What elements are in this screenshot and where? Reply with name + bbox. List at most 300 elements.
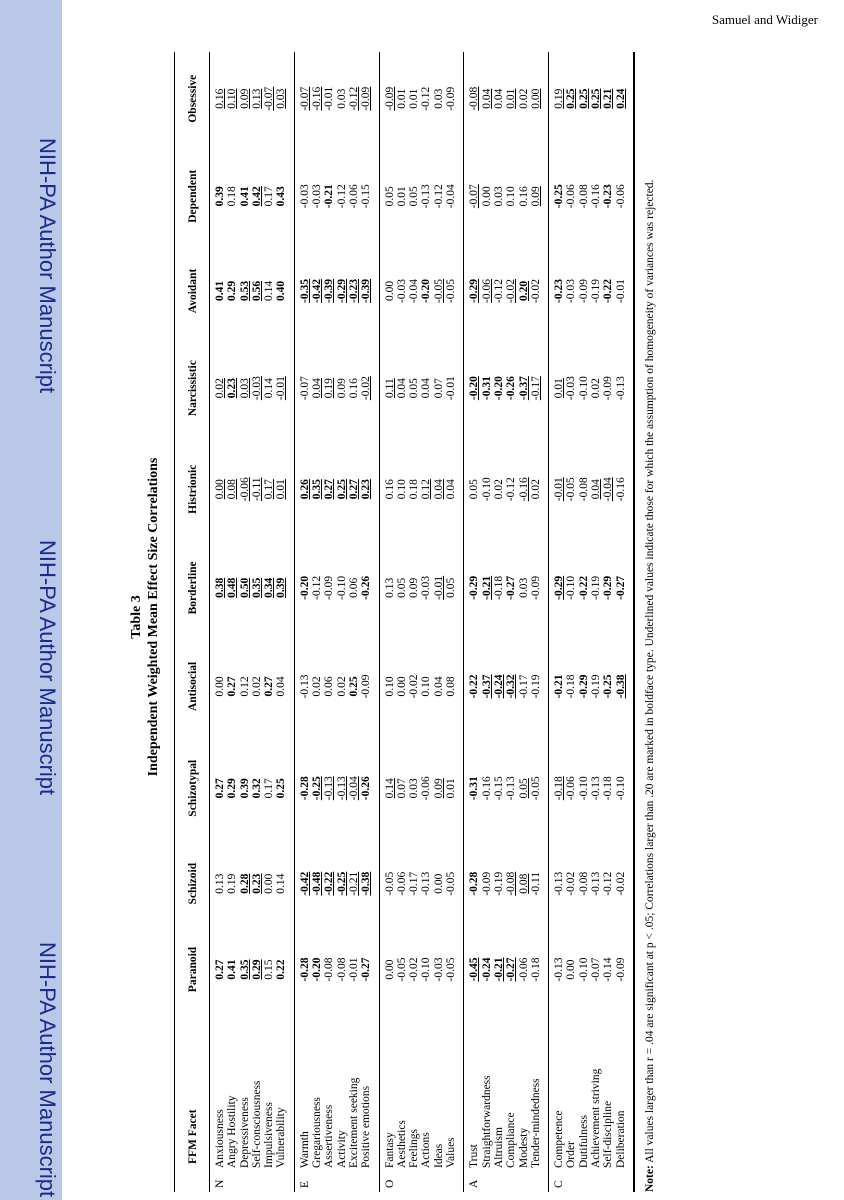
correlation-value: -0.17 [529, 376, 542, 401]
correlation-value: 0.26 [298, 479, 311, 500]
correlation-value: 0.00 [383, 959, 396, 980]
correlation-value: 0.07 [395, 778, 408, 799]
correlation-value: -0.15 [492, 776, 505, 801]
correlation-value: -0.22 [468, 674, 481, 699]
correlation-value: 0.03 [492, 186, 505, 207]
correlation-value: 0.19 [226, 873, 239, 894]
correlation-value: -0.04 [347, 776, 360, 801]
facet-name: Angry Hostility [226, 1095, 239, 1168]
correlation-value: -0.12 [505, 477, 518, 502]
correlation-value: 0.19 [553, 88, 566, 109]
correlation-value: -0.13 [614, 376, 627, 401]
values-obsessive [464, 52, 549, 145]
correlation-value: 0.00 [263, 873, 276, 894]
correlation-value: -0.38 [360, 871, 373, 896]
correlation-value: 0.21 [602, 88, 615, 109]
facet-name: Depressiveness [238, 1097, 251, 1168]
correlation-value: -0.01 [323, 86, 336, 111]
correlation-value: -0.06 [395, 871, 408, 896]
values-obsessive [379, 52, 464, 145]
values-paranoid [549, 925, 634, 1014]
correlation-value: 0.27 [214, 778, 226, 799]
facet-name: Anxiousness [214, 1109, 226, 1168]
correlation-value: 0.04 [432, 676, 445, 697]
correlation-value: -0.06 [238, 477, 251, 502]
correlation-value: 0.39 [275, 577, 288, 598]
values-paranoid [379, 925, 464, 1014]
facet-name: Impulsiveness [263, 1102, 276, 1168]
correlation-value: -0.09 [360, 86, 373, 111]
correlation-value: 0.25 [335, 479, 348, 500]
correlation-value: -0.03 [432, 957, 445, 982]
correlation-value: -0.09 [577, 278, 590, 303]
values-borderline [464, 537, 549, 639]
domain-label: C [549, 1172, 634, 1192]
facet-name: Competence [553, 1110, 566, 1168]
correlation-value: 0.14 [263, 378, 276, 399]
values-antisocial [294, 639, 379, 734]
correlation-value: 0.23 [250, 873, 263, 894]
correlation-value: -0.12 [347, 86, 360, 111]
values-borderline [379, 537, 464, 639]
correlation-value: -0.09 [480, 871, 493, 896]
facet-name: Altruism [492, 1127, 505, 1168]
correlation-value: 0.00 [383, 280, 396, 302]
correlation-value: 0.05 [408, 186, 421, 207]
correlation-value: -0.35 [298, 278, 311, 303]
note-text: All values larger than r = .04 are significant at p < .05; Correlations larger than .20 are marked in boldface type. Underlined values indicate those for which the assumption of homogeneity of variances was rejected. [643, 179, 656, 1163]
values-antisocial [210, 639, 295, 734]
header-antisocial: Antisocial [175, 639, 210, 734]
facet-list [549, 1014, 634, 1172]
correlation-value: -0.29 [553, 575, 566, 600]
correlation-value: -0.21 [553, 674, 566, 699]
correlation-value: 0.29 [250, 959, 263, 980]
correlation-value: -0.09 [445, 86, 458, 111]
domain-label: A [464, 1172, 549, 1192]
correlation-value: -0.22 [602, 278, 615, 303]
correlation-value: 0.25 [565, 88, 578, 109]
facet-list [294, 1014, 379, 1172]
correlation-value: -0.26 [360, 575, 373, 600]
correlation-value: -0.20 [420, 278, 433, 303]
correlation-value: -0.18 [492, 575, 505, 600]
correlation-value: -0.07 [468, 184, 481, 209]
manuscript-sidebar [0, 0, 62, 1200]
correlation-value: 0.35 [311, 479, 324, 500]
correlation-value: 0.09 [238, 88, 251, 109]
correlation-value: 0.13 [214, 873, 226, 894]
facet-name: Achievement striving [590, 1068, 603, 1168]
correlation-value: 0.27 [263, 676, 276, 697]
correlation-value: 0.04 [492, 88, 505, 109]
running-head: Samuel and Widiger [711, 12, 818, 27]
correlation-value: 0.09 [335, 378, 348, 399]
correlation-value: 0.27 [214, 959, 226, 980]
correlation-value: -0.12 [311, 575, 324, 600]
correlation-value: 0.05 [468, 479, 481, 500]
correlation-value: 0.02 [517, 88, 530, 109]
correlation-value: 0.48 [226, 577, 239, 598]
facet-name: Dutifulness [577, 1114, 590, 1168]
correlation-value: 0.02 [335, 676, 348, 697]
values-borderline [210, 537, 295, 639]
correlation-value: 0.41 [214, 280, 226, 302]
note-label: Note: [643, 1165, 656, 1192]
correlation-value: -0.29 [468, 278, 481, 303]
correlation-value: -0.10 [480, 477, 493, 502]
correlation-value: 0.05 [383, 186, 396, 207]
banner-text-middle: NIH-PA Author Manuscript [35, 540, 60, 796]
correlation-value: -0.19 [529, 674, 542, 699]
correlation-value: -0.05 [445, 957, 458, 982]
correlation-value: 0.17 [263, 186, 276, 207]
correlation-value: -0.24 [480, 957, 493, 982]
values-dependent [210, 145, 295, 247]
correlation-value: 0.50 [238, 577, 251, 598]
facet-name: Trust [468, 1144, 481, 1168]
values-histrionic [464, 442, 549, 537]
correlation-value: 0.11 [383, 378, 396, 398]
values-avoidant [549, 247, 634, 335]
correlation-value: 0.39 [238, 778, 251, 799]
correlation-value: -0.29 [335, 278, 348, 303]
correlation-value: -0.42 [298, 871, 311, 896]
correlation-value: 0.23 [360, 479, 373, 500]
values-narcissistic [549, 335, 634, 442]
correlation-value: 0.56 [250, 280, 263, 302]
correlation-value: -0.15 [360, 184, 373, 209]
correlation-value: -0.07 [298, 86, 311, 111]
correlation-value: -0.02 [408, 957, 421, 982]
correlation-value: -0.13 [420, 184, 433, 209]
correlation-value: -0.32 [505, 674, 518, 699]
correlation-value: 0.15 [263, 959, 276, 980]
correlation-value: -0.06 [347, 184, 360, 209]
correlation-value: -0.17 [408, 871, 421, 896]
correlation-value: -0.18 [565, 674, 578, 699]
correlation-value: -0.12 [420, 86, 433, 111]
correlation-value: -0.08 [323, 957, 336, 982]
header-paranoid: Paranoid [175, 925, 210, 1014]
correlation-value: -0.09 [529, 575, 542, 600]
correlation-value: -0.19 [590, 278, 603, 303]
facet-name: Aesthetics [395, 1120, 408, 1168]
correlation-value: -0.08 [577, 477, 590, 502]
domain-label: E [294, 1172, 379, 1192]
correlation-value: -0.03 [311, 184, 324, 209]
header-obsessive: Obsessive [175, 52, 210, 145]
correlation-value: -0.20 [468, 376, 481, 401]
correlation-value: 0.13 [250, 88, 263, 109]
facet-name: Fantasy [383, 1132, 396, 1168]
correlation-value: -0.28 [298, 957, 311, 982]
table-body [210, 52, 634, 1192]
correlation-value: 0.02 [529, 479, 542, 500]
correlation-value: -0.27 [614, 575, 627, 600]
correlation-value: -0.06 [517, 957, 530, 982]
correlation-value: -0.27 [505, 575, 518, 600]
correlation-value: 0.09 [432, 778, 445, 799]
correlation-value: -0.12 [432, 184, 445, 209]
correlation-value: -0.20 [311, 957, 324, 982]
correlation-value: 0.02 [492, 479, 505, 500]
correlation-value: -0.12 [492, 278, 505, 303]
values-dependent [379, 145, 464, 247]
correlation-value: -0.23 [553, 278, 566, 303]
values-borderline [549, 537, 634, 639]
domain-block-c [549, 52, 634, 1192]
correlation-value: -0.10 [614, 776, 627, 801]
correlation-value: -0.11 [250, 477, 263, 501]
values-schizoid [210, 842, 295, 925]
correlation-value: -0.08 [335, 957, 348, 982]
correlation-value: -0.03 [250, 376, 263, 401]
correlation-value: -0.08 [505, 871, 518, 896]
correlation-value: 0.02 [214, 378, 226, 399]
correlation-value: -0.16 [614, 477, 627, 502]
correlation-value: 0.08 [226, 479, 239, 500]
facet-name: Modesty [517, 1127, 530, 1168]
correlation-value: 0.16 [347, 378, 360, 399]
correlation-value: 0.34 [263, 577, 276, 598]
banner-text-bottom: NIH-PA Author Manuscript [35, 942, 60, 1198]
correlation-value: 0.05 [395, 577, 408, 598]
correlation-value: -0.10 [577, 776, 590, 801]
correlation-value: -0.03 [298, 184, 311, 209]
facet-name: Actions [420, 1132, 433, 1168]
correlation-value: -0.09 [323, 575, 336, 600]
correlation-value: 0.03 [432, 88, 445, 109]
correlation-value: 0.04 [445, 479, 458, 500]
correlation-value: 0.53 [238, 280, 251, 302]
correlation-value: -0.09 [360, 674, 373, 699]
effect-size-table [174, 52, 635, 1192]
correlation-value: -0.16 [311, 86, 324, 111]
correlation-value: 0.17 [263, 479, 276, 500]
correlation-value: 0.10 [226, 88, 239, 109]
correlation-value: 0.00 [214, 479, 226, 500]
values-obsessive [294, 52, 379, 145]
correlation-value: -0.23 [347, 278, 360, 303]
correlation-value: -0.10 [577, 376, 590, 401]
correlation-value: -0.02 [614, 871, 627, 896]
correlation-value: 0.25 [590, 88, 603, 109]
facet-list [210, 1014, 295, 1172]
correlation-value: 0.09 [529, 186, 542, 207]
correlation-value: -0.31 [480, 376, 493, 401]
correlation-value: 0.03 [517, 577, 530, 598]
correlation-value: -0.10 [565, 575, 578, 600]
values-schizoid [294, 842, 379, 925]
correlation-value: -0.04 [408, 278, 421, 303]
header-schizotypal: Schizotypal [175, 734, 210, 842]
correlation-value: 0.01 [275, 479, 288, 500]
correlation-value: -0.19 [590, 674, 603, 699]
correlation-value: -0.01 [553, 477, 566, 502]
correlation-value: -0.06 [565, 184, 578, 209]
correlation-value: -0.39 [360, 278, 373, 303]
correlation-value: 0.00 [395, 676, 408, 697]
correlation-value: 0.39 [214, 186, 226, 207]
correlation-value: -0.13 [505, 776, 518, 801]
correlation-value: 0.01 [395, 88, 408, 109]
correlation-value: 0.00 [565, 959, 578, 980]
correlation-value: 0.06 [347, 577, 360, 598]
correlation-value: 0.24 [614, 88, 627, 109]
correlation-value: -0.25 [335, 871, 348, 896]
values-obsessive [210, 52, 295, 145]
values-antisocial [379, 639, 464, 734]
values-paranoid [464, 925, 549, 1014]
correlation-value: -0.21 [323, 184, 336, 209]
facet-name: Values [445, 1137, 458, 1168]
domain-label: N [210, 1172, 295, 1192]
correlation-value: -0.31 [468, 776, 481, 801]
values-schizotypal [549, 734, 634, 842]
banner-text-top: NIH-PA Author Manuscript [35, 138, 60, 394]
correlation-value: -0.08 [577, 871, 590, 896]
values-schizoid [379, 842, 464, 925]
correlation-value: 0.01 [445, 778, 458, 799]
correlation-value: -0.37 [480, 674, 493, 699]
correlation-value: -0.13 [590, 776, 603, 801]
table-label: Table 3 [129, 595, 144, 639]
correlation-value: -0.37 [517, 376, 530, 401]
correlation-value: -0.22 [323, 871, 336, 896]
correlation-value: -0.25 [553, 184, 566, 209]
facet-name: Order [565, 1141, 578, 1168]
facet-name: Straightforwardness [480, 1075, 493, 1168]
correlation-value: -0.10 [420, 957, 433, 982]
correlation-value: -0.01 [275, 376, 288, 401]
correlation-value: -0.25 [311, 776, 324, 801]
correlation-value: 0.08 [517, 873, 530, 894]
correlation-value: -0.07 [298, 376, 311, 401]
correlation-value: -0.06 [480, 278, 493, 303]
correlation-value: -0.13 [323, 776, 336, 801]
correlation-value: -0.03 [565, 278, 578, 303]
correlation-value: -0.19 [492, 871, 505, 896]
correlation-value: 0.38 [214, 577, 226, 598]
table-header-row [175, 52, 210, 1192]
correlation-value: 0.02 [311, 676, 324, 697]
correlation-value: -0.28 [298, 776, 311, 801]
correlation-value: 0.10 [395, 479, 408, 500]
correlation-value: -0.09 [614, 957, 627, 982]
correlation-value: 0.20 [517, 280, 530, 302]
correlation-value: 0.08 [445, 676, 458, 697]
correlation-value: 0.28 [238, 873, 251, 894]
facet-name: Activity [335, 1130, 348, 1168]
values-schizotypal [379, 734, 464, 842]
correlation-value: -0.45 [468, 957, 481, 982]
correlation-value: 0.02 [250, 676, 263, 697]
correlation-value: -0.05 [445, 871, 458, 896]
values-paranoid [210, 925, 295, 1014]
correlation-value: -0.09 [602, 376, 615, 401]
correlation-value: 0.19 [323, 378, 336, 399]
correlation-value: 0.12 [420, 479, 433, 500]
correlation-value: -0.10 [577, 957, 590, 982]
correlation-value: -0.13 [298, 674, 311, 699]
values-obsessive [549, 52, 634, 145]
correlation-value: -0.01 [432, 575, 445, 600]
header-borderline: Borderline [175, 537, 210, 639]
correlation-value: -0.12 [335, 184, 348, 209]
header-histrionic: Histrionic [175, 442, 210, 537]
values-avoidant [294, 247, 379, 335]
correlation-value: -0.08 [577, 184, 590, 209]
values-schizotypal [210, 734, 295, 842]
correlation-value: -0.13 [553, 871, 566, 896]
correlation-value: -0.24 [492, 674, 505, 699]
correlation-value: -0.27 [360, 957, 373, 982]
table-note [643, 52, 657, 1192]
correlation-value: 0.16 [517, 186, 530, 207]
correlation-value: -0.26 [360, 776, 373, 801]
correlation-value: 0.35 [238, 959, 251, 980]
domain-block-e [294, 52, 379, 1192]
correlation-value: -0.05 [383, 871, 396, 896]
correlation-value: -0.01 [445, 376, 458, 401]
correlation-value: 0.04 [432, 479, 445, 500]
values-histrionic [549, 442, 634, 537]
table-title: Independent Weighted Mean Effect Size Correlations [146, 457, 161, 777]
correlation-value: -0.23 [602, 184, 615, 209]
correlation-value: -0.39 [323, 278, 336, 303]
values-histrionic [379, 442, 464, 537]
values-dependent [549, 145, 634, 247]
correlation-value: -0.19 [590, 575, 603, 600]
values-paranoid [294, 925, 379, 1014]
correlation-value: -0.05 [445, 278, 458, 303]
correlation-value: -0.06 [565, 776, 578, 801]
correlation-value: -0.13 [553, 957, 566, 982]
correlation-value: 0.04 [395, 378, 408, 399]
correlation-value: -0.08 [468, 86, 481, 111]
correlation-value: -0.02 [408, 674, 421, 699]
correlation-value: -0.09 [383, 86, 396, 111]
correlation-value: 0.05 [517, 778, 530, 799]
values-antisocial [464, 639, 549, 734]
correlation-value: 0.18 [226, 186, 239, 207]
values-antisocial [549, 639, 634, 734]
correlation-value: 0.01 [553, 378, 566, 399]
correlation-value: 0.23 [226, 378, 239, 399]
facet-name: Compliance [505, 1112, 518, 1168]
correlation-value: 0.07 [432, 378, 445, 399]
correlation-value: 0.00 [480, 186, 493, 207]
values-histrionic [294, 442, 379, 537]
correlation-value: -0.03 [395, 278, 408, 303]
values-avoidant [379, 247, 464, 335]
correlation-value: -0.21 [347, 871, 360, 896]
correlation-value: -0.29 [602, 575, 615, 600]
correlation-value: 0.10 [383, 676, 396, 697]
correlation-value: -0.02 [505, 278, 518, 303]
correlation-value: 0.03 [275, 88, 288, 109]
correlation-value: 0.04 [311, 378, 324, 399]
values-schizoid [549, 842, 634, 925]
correlation-value: -0.17 [517, 674, 530, 699]
correlation-value: 0.03 [238, 378, 251, 399]
correlation-value: -0.29 [577, 674, 590, 699]
correlation-value: -0.21 [492, 957, 505, 982]
correlation-value: -0.06 [614, 184, 627, 209]
correlation-value: 0.41 [238, 186, 251, 207]
correlation-value: -0.05 [565, 477, 578, 502]
